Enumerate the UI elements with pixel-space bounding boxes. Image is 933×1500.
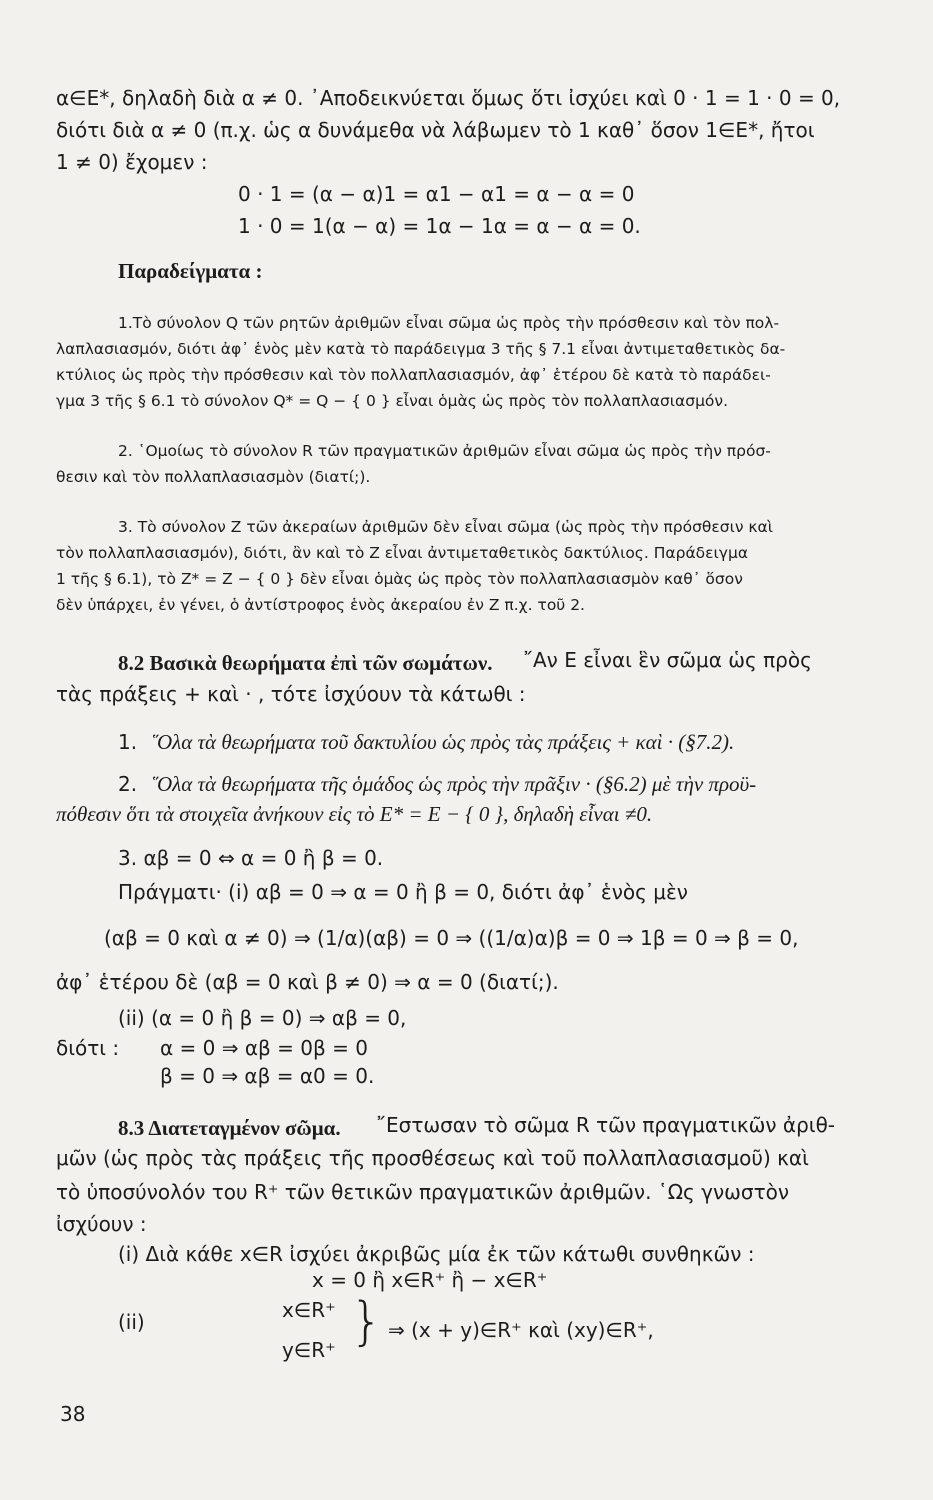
- example-line: κτύλιος ὡς πρὸς τὴν πρόσθεσιν καὶ τὸν πολλαπλασιασμόν, ἀφ᾽ ἑτέρου δὲ κατὰ τὸ παράδει-: [56, 366, 771, 384]
- text-line: τὸ ὑποσύνολόν του R⁺ τῶν θετικῶν πραγματικῶν ἀριθμῶν. ῾Ως γνωστὸν: [56, 1180, 790, 1204]
- condition-result: ⇒ (x + y)∈R⁺ καὶ (xy)∈R⁺,: [388, 1318, 654, 1342]
- example-line: λαπλασιασμόν, διότι ἀφ᾽ ἑνὸς μὲν κατὰ τὸ παράδειγμα 3 τῆς § 7.1 εἶναι ἀντιμεταθετικὸς δα-: [56, 340, 786, 358]
- text-line: μῶν (ὡς πρὸς τὰς πράξεις τῆς προσθέσεως καὶ τοῦ πολλαπλασιασμοῦ) καὶ: [56, 1146, 809, 1170]
- example-line: δὲν ὑπάρχει, ἐν γένει, ὁ ἀντίστροφος ἑνὸς ἀκεραίου ἐν Z π.χ. τοῦ 2.: [56, 596, 585, 614]
- condition-premise: y∈R⁺: [282, 1338, 336, 1362]
- example-line: 1.Τὸ σύνολον Q τῶν ρητῶν ἀριθμῶν εἶναι σῶμα ὡς πρὸς τὴν πρόσθεσιν καὶ τὸν πολ-: [118, 314, 780, 332]
- proof-line: β = 0 ⇒ αβ = α0 = 0.: [160, 1064, 375, 1088]
- example-line: τὸν πολλαπλασιασμόν), διότι, ἂν καὶ τὸ Z εἶναι ἀντιμεταθετικὸς δακτύλιος. Παράδειγμα: [56, 544, 749, 562]
- text-line: διότι διὰ α ≠ 0 (π.χ. ὡς α δυνάμεθα νὰ λάβωμεν τὸ 1 καθ᾽ ὅσον 1∈E*, ἤτοι: [56, 118, 815, 142]
- equation: 0 · 1 = (α − α)1 = α1 − α1 = α − α = 0: [238, 182, 635, 206]
- theorem-number: 2.: [118, 772, 138, 796]
- proof-equation: (αβ = 0 καὶ α ≠ 0) ⇒ (1/α)(αβ) = 0 ⇒ ((1/α)α)β = 0 ⇒ 1β = 0 ⇒ β = 0,: [104, 926, 799, 950]
- equation: 1 · 0 = 1(α − α) = 1α − 1α = α − α = 0.: [238, 214, 641, 238]
- section-8-2-heading: 8.2 Βασικὰ θεωρήματα ἐπὶ τῶν σωμάτων.: [118, 651, 493, 675]
- example-line: θεσιν καὶ τὸν πολλαπλασιασμὸν (διατί;).: [56, 468, 371, 486]
- example-line: 2. ῾Ομοίως τὸ σύνολον R τῶν πραγματικῶν ἀριθμῶν εἶναι σῶμα ὡς πρὸς τὴν πρόσ-: [118, 442, 771, 460]
- text-line: ῎Εστωσαν τὸ σῶμα R τῶν πραγματικῶν ἀριθ-: [376, 1113, 836, 1137]
- text-line: 1 ≠ 0) ἔχομεν :: [56, 150, 208, 174]
- theorem-text: πόθεσιν ὅτι τὰ στοιχεῖα ἀνήκουν εἰς τὸ E* = E − { 0 }, δηλαδὴ εἶναι ≠0.: [56, 802, 653, 826]
- example-line: 3. Τὸ σύνολον Z τῶν ἀκεραίων ἀριθμῶν δὲν εἶναι σῶμα (ὡς πρὸς τὴν πρόσθεσιν καὶ: [118, 518, 774, 536]
- example-line: 1 τῆς § 6.1), τὸ Z* = Z − { 0 } δὲν εἶναι ὁμὰς ὡς πρὸς τὸν πολλαπλασιασμὸν καθ᾽ ὅσον: [56, 570, 743, 588]
- condition-premise: x∈R⁺: [282, 1298, 336, 1322]
- condition-line: (i) Διὰ κάθε x∈R ἰσχύει ἀκριβῶς μία ἐκ τῶν κάτωθι συνθηκῶν :: [118, 1242, 755, 1266]
- theorem-3: 3. αβ = 0 ⇔ α = 0 ἢ β = 0.: [118, 846, 384, 870]
- theorem-number: 1.: [118, 730, 138, 754]
- example-line: γμα 3 τῆς § 6.1 τὸ σύνολον Q* = Q − { 0 } εἶναι ὁμὰς ὡς πρὸς τὸν πολλαπλασιασμόν.: [56, 392, 728, 410]
- right-brace-icon: }: [350, 1292, 384, 1352]
- text-line: ἰσχύουν :: [56, 1212, 147, 1236]
- page-number: 38: [60, 1402, 86, 1426]
- section-8-3-heading: 8.3 Διατεταγμένον σῶμα.: [118, 1116, 341, 1140]
- proof-line: α = 0 ⇒ αβ = 0β = 0: [160, 1036, 368, 1060]
- proof-label: διότι :: [56, 1036, 120, 1060]
- examples-heading: Παραδείγματα :: [118, 259, 263, 283]
- text-line: ῎Αν E εἶναι ἓν σῶμα ὡς πρὸς: [523, 648, 812, 672]
- proof-line: (ii) (α = 0 ἢ β = 0) ⇒ αβ = 0,: [118, 1006, 407, 1030]
- text-line: τὰς πράξεις + καὶ · , τότε ἰσχύουν τὰ κάτωθι :: [56, 682, 526, 706]
- condition-label: (ii): [118, 1310, 145, 1334]
- theorem-text: ῞Ολα τὰ θεωρήματα τοῦ δακτυλίου ὡς πρὸς τὰς πράξεις + καὶ · (§7.2).: [150, 730, 735, 754]
- theorem-text: ῞Ολα τὰ θεωρήματα τῆς ὁμάδος ὡς πρὸς τὴν πρᾶξιν · (§6.2) μὲ τὴν προϋ-: [150, 772, 757, 796]
- text-line: α∈E*, δηλαδὴ διὰ α ≠ 0. ᾽Αποδεικνύεται ὅμως ὅτι ἰσχύει καὶ 0 · 1 = 1 · 0 = 0,: [56, 86, 841, 110]
- condition-equation: x = 0 ἢ x∈R⁺ ἢ − x∈R⁺: [312, 1268, 548, 1292]
- proof-line: ἀφ᾽ ἑτέρου δὲ (αβ = 0 καὶ β ≠ 0) ⇒ α = 0 (διατί;).: [56, 970, 559, 994]
- proof-line: Πράγματι· (i) αβ = 0 ⇒ α = 0 ἢ β = 0, διότι ἀφ᾽ ἑνὸς μὲν: [118, 880, 688, 904]
